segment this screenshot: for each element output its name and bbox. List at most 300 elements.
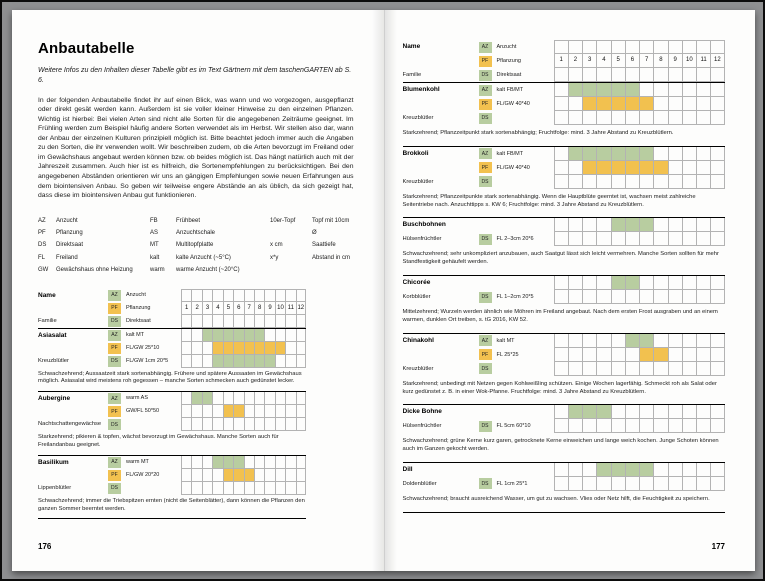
table-row bbox=[403, 405, 725, 419]
month-cell bbox=[275, 315, 285, 328]
crop-note: Schwachzehrend; Aussaatzeit stark sortenabhängig. Frühere und spätere Aussaaten im Gewächshaus möglich. Asiasalat wird meistens roh gegessen – manche Sorten schmecken auch gedünstet lecker. bbox=[38, 368, 306, 393]
legend-label: Anzuchtschale bbox=[176, 229, 216, 236]
table-row bbox=[403, 334, 725, 348]
month-grid bbox=[554, 40, 725, 54]
month-cell bbox=[611, 232, 625, 246]
month-cell bbox=[254, 418, 264, 431]
month-cell bbox=[181, 482, 191, 495]
month-cell bbox=[682, 147, 696, 161]
month-cell bbox=[710, 161, 724, 175]
month-grid bbox=[181, 315, 306, 328]
month-cell bbox=[254, 405, 264, 418]
legend-row bbox=[150, 215, 270, 227]
tag-pf: PF bbox=[108, 343, 121, 354]
month-cell bbox=[285, 392, 295, 405]
month-cell bbox=[611, 405, 625, 419]
month-cell bbox=[285, 469, 295, 482]
month-cell bbox=[625, 68, 639, 82]
month-cell bbox=[212, 456, 222, 469]
legend-abbr: FB bbox=[150, 217, 158, 224]
tag-cell bbox=[479, 463, 494, 477]
month-cell bbox=[202, 329, 212, 342]
month-cell bbox=[285, 342, 295, 355]
month-cell bbox=[191, 418, 201, 431]
month-cell bbox=[554, 175, 568, 189]
month-cell bbox=[191, 392, 201, 405]
month-cell bbox=[582, 477, 596, 491]
tag-ds: DS bbox=[108, 316, 121, 327]
family-name: Kreuzblütler bbox=[38, 357, 69, 364]
crop-note: Starkzehrend; unbedingt mit Netzen gegen Kohlweißling schützen. Einige Wochen lagerfähig. Schmeckt roh als Salat oder kurz gedünstet z. B. in einer Wok-Pfanne. Fruchtfolge: mind. 3 Jahre Abstand zu Kreuzblütlern. bbox=[403, 376, 725, 406]
month-cell bbox=[285, 482, 295, 495]
crop-note: Starkzehrend; Pflanzzeitpunkte stark sortenabhängig. Wenn die Hauptblüte geerntet ist, wachsen meist zahlreiche Seitentriebe nach. Anzuchttipps s. KW 6; Fruchtfolge: mind. 3 Jahre Abstand zu Kreuzblütlern. bbox=[403, 189, 725, 219]
family-name: Kreuzblütler bbox=[402, 178, 434, 185]
month-cell bbox=[668, 463, 682, 477]
month-cell bbox=[244, 392, 254, 405]
page-right bbox=[384, 10, 756, 571]
tag-az: AZ bbox=[479, 335, 492, 346]
table-row bbox=[403, 232, 725, 246]
month-cell bbox=[639, 405, 653, 419]
month-cell bbox=[296, 469, 306, 482]
month-cell bbox=[202, 405, 212, 418]
month-cell bbox=[639, 218, 653, 232]
month-grid bbox=[554, 161, 725, 175]
month-cell bbox=[568, 83, 582, 97]
month-cell bbox=[696, 40, 710, 54]
month-cell bbox=[264, 342, 274, 355]
month-cell bbox=[582, 40, 596, 54]
month-cell bbox=[582, 175, 596, 189]
month-cell bbox=[682, 218, 696, 232]
month-cell bbox=[181, 329, 191, 342]
tag-ds: DS bbox=[108, 419, 121, 430]
table-row bbox=[403, 68, 725, 82]
month-grid bbox=[181, 289, 306, 302]
month-cell bbox=[568, 97, 582, 111]
culture-spec: FL/GW 40*40 bbox=[496, 101, 530, 107]
month-cell bbox=[682, 175, 696, 189]
month-cell bbox=[275, 392, 285, 405]
month-cell bbox=[639, 348, 653, 362]
month-cell bbox=[710, 334, 724, 348]
culture-spec: FL/GW 25*10 bbox=[126, 344, 160, 351]
month-cell bbox=[191, 342, 201, 355]
month-cell bbox=[582, 419, 596, 433]
month-cell bbox=[582, 348, 596, 362]
header-family-label: Familie bbox=[402, 72, 422, 78]
month-cell bbox=[296, 392, 306, 405]
month-cell bbox=[682, 276, 696, 290]
month-grid bbox=[181, 469, 306, 482]
month-cell bbox=[223, 289, 233, 302]
month-cell bbox=[554, 83, 568, 97]
month-cell bbox=[625, 477, 639, 491]
month-cell bbox=[682, 405, 696, 419]
month-cell bbox=[625, 419, 639, 433]
culture-spec: Direktsaat bbox=[496, 72, 522, 78]
month-cell bbox=[554, 232, 568, 246]
month-grid bbox=[554, 83, 725, 97]
legend-abbr: MT bbox=[150, 242, 159, 249]
month-cell bbox=[244, 456, 254, 469]
month-cell bbox=[233, 469, 243, 482]
month-cell bbox=[554, 40, 568, 54]
right-page-content bbox=[385, 10, 756, 513]
month-cell bbox=[264, 418, 274, 431]
month-cell bbox=[625, 147, 639, 161]
month-cell bbox=[233, 456, 243, 469]
month-cell bbox=[668, 111, 682, 125]
tag-cell bbox=[108, 302, 123, 315]
culture-spec: kalt MT bbox=[496, 337, 515, 344]
legend-label: Freiland bbox=[56, 254, 78, 261]
month-cell bbox=[233, 342, 243, 355]
legend-abbr: 10er-Topf bbox=[270, 217, 296, 224]
month-grid bbox=[181, 355, 306, 368]
crop-name: Asiasalat bbox=[38, 331, 67, 339]
month-cell bbox=[639, 83, 653, 97]
month-cell bbox=[202, 456, 212, 469]
table-row bbox=[38, 302, 306, 315]
month-cell bbox=[264, 355, 274, 368]
month-cell bbox=[696, 405, 710, 419]
tag-pf: PF bbox=[479, 99, 492, 110]
month-cell bbox=[625, 348, 639, 362]
month-cell bbox=[653, 334, 667, 348]
month-cell bbox=[554, 362, 568, 376]
tag-cell bbox=[108, 392, 123, 405]
month-cell bbox=[202, 392, 212, 405]
month-cell bbox=[212, 405, 222, 418]
tag-cell bbox=[108, 355, 123, 368]
crop-note: Schwachzehrend; immer die Triebspitzen ernten (nicht die Seitenblätter), dann können die Pflanzen den ganzen Sommer beerntet werden. bbox=[38, 495, 306, 520]
month-cell bbox=[639, 232, 653, 246]
month-cell bbox=[212, 418, 222, 431]
month-cell bbox=[181, 315, 191, 328]
month-cell bbox=[233, 418, 243, 431]
month-cell: 3 bbox=[202, 302, 212, 315]
table-row bbox=[403, 290, 725, 304]
month-cell: 11 bbox=[285, 302, 295, 315]
month-cell bbox=[296, 355, 306, 368]
legend-row bbox=[270, 252, 354, 264]
legend-abbr: kalt bbox=[150, 254, 160, 261]
legend-row bbox=[150, 264, 270, 276]
month-cell: 5 bbox=[223, 302, 233, 315]
month-cell bbox=[233, 392, 243, 405]
month-cell bbox=[568, 276, 582, 290]
month-cell bbox=[223, 469, 233, 482]
month-cell bbox=[596, 147, 610, 161]
month-cell bbox=[611, 276, 625, 290]
header-spacer bbox=[38, 302, 108, 315]
month-cell bbox=[285, 289, 295, 302]
legend-label: kalte Anzucht (~5°C) bbox=[176, 254, 231, 261]
tag-cell bbox=[479, 83, 494, 97]
table-row bbox=[38, 405, 306, 418]
left-page-content bbox=[12, 10, 384, 519]
tag-cell bbox=[479, 68, 494, 82]
legend bbox=[38, 215, 354, 277]
month-cell bbox=[710, 175, 724, 189]
month-cell bbox=[653, 175, 667, 189]
month-cell bbox=[568, 68, 582, 82]
month-cell bbox=[625, 334, 639, 348]
culture-spec bbox=[494, 111, 554, 125]
legend-column bbox=[150, 215, 270, 277]
month-grid bbox=[181, 482, 306, 495]
month-grid bbox=[554, 348, 725, 362]
month-cell bbox=[668, 348, 682, 362]
family-name: Kreuzblütler bbox=[402, 365, 434, 372]
month-cell bbox=[264, 456, 274, 469]
culture-spec bbox=[123, 482, 181, 495]
tag-ds: DS bbox=[108, 356, 121, 367]
month-cell bbox=[653, 405, 667, 419]
tag-cell bbox=[479, 175, 494, 189]
month-cell bbox=[254, 482, 264, 495]
month-cell bbox=[682, 83, 696, 97]
table-row bbox=[38, 482, 306, 495]
row-spacer bbox=[403, 348, 479, 362]
tag-cell bbox=[108, 482, 123, 495]
month-cell bbox=[212, 482, 222, 495]
page-number-left: 176 bbox=[38, 542, 52, 551]
legend-row bbox=[150, 239, 270, 251]
month-cell bbox=[653, 362, 667, 376]
month-cell bbox=[596, 40, 610, 54]
crop-table-right bbox=[403, 40, 725, 513]
month-cell bbox=[611, 334, 625, 348]
month-cell bbox=[682, 68, 696, 82]
legend-row bbox=[38, 227, 150, 239]
month-cell bbox=[254, 315, 264, 328]
month-cell: 12 bbox=[710, 54, 724, 68]
month-cell bbox=[568, 232, 582, 246]
month-cell bbox=[191, 469, 201, 482]
tag-ds: DS bbox=[479, 113, 492, 124]
month-cell bbox=[625, 362, 639, 376]
month-cell bbox=[568, 463, 582, 477]
month-cell bbox=[682, 290, 696, 304]
month-cell bbox=[568, 477, 582, 491]
tag-ds: DS bbox=[479, 478, 492, 489]
header-spacer bbox=[403, 54, 479, 68]
culture-spec bbox=[494, 463, 554, 477]
month-cell bbox=[668, 147, 682, 161]
month-cell bbox=[611, 97, 625, 111]
tag-az: AZ bbox=[108, 330, 121, 341]
tag-az: AZ bbox=[108, 393, 121, 404]
month-cell bbox=[668, 232, 682, 246]
month-cell bbox=[223, 482, 233, 495]
month-cell bbox=[582, 147, 596, 161]
month-cell bbox=[682, 362, 696, 376]
month-cell bbox=[696, 334, 710, 348]
month-cell bbox=[710, 218, 724, 232]
month-cell bbox=[710, 405, 724, 419]
month-cell bbox=[554, 147, 568, 161]
culture-spec bbox=[494, 218, 554, 232]
month-cell: 2 bbox=[568, 54, 582, 68]
month-cell bbox=[264, 405, 274, 418]
crop-table-left bbox=[38, 289, 306, 520]
month-cell bbox=[596, 334, 610, 348]
legend-row bbox=[150, 227, 270, 239]
month-cell bbox=[582, 161, 596, 175]
month-cell bbox=[710, 276, 724, 290]
month-cell bbox=[653, 147, 667, 161]
month-cell bbox=[233, 289, 243, 302]
tag-cell bbox=[479, 405, 494, 419]
month-cell bbox=[611, 348, 625, 362]
culture-spec: FL 2–3cm 20*6 bbox=[496, 236, 534, 243]
month-cell: 8 bbox=[254, 302, 264, 315]
month-cell bbox=[625, 463, 639, 477]
page-left bbox=[12, 10, 384, 571]
month-cell bbox=[596, 218, 610, 232]
tag-az: AZ bbox=[108, 290, 121, 301]
month-cell bbox=[254, 392, 264, 405]
month-grid bbox=[181, 342, 306, 355]
month-cell bbox=[285, 315, 295, 328]
month-cell bbox=[223, 355, 233, 368]
culture-spec: GW/FL 50*50 bbox=[126, 408, 160, 415]
month-cell bbox=[181, 392, 191, 405]
month-cell bbox=[554, 290, 568, 304]
month-cell bbox=[611, 161, 625, 175]
month-cell bbox=[202, 355, 212, 368]
table-row bbox=[403, 83, 725, 97]
month-cell bbox=[611, 111, 625, 125]
month-cell bbox=[254, 469, 264, 482]
month-cell bbox=[696, 419, 710, 433]
month-cell bbox=[264, 392, 274, 405]
culture-spec: FL 1–2cm 20*5 bbox=[496, 294, 534, 301]
month-cell bbox=[244, 418, 254, 431]
month-cell bbox=[244, 482, 254, 495]
month-cell bbox=[682, 111, 696, 125]
page-number-right: 177 bbox=[711, 542, 725, 551]
month-cell bbox=[696, 362, 710, 376]
tag-pf: PF bbox=[108, 303, 121, 314]
month-cell bbox=[668, 276, 682, 290]
month-cell bbox=[568, 111, 582, 125]
legend-abbr: x cm bbox=[270, 242, 283, 249]
month-cell bbox=[582, 405, 596, 419]
month-grid bbox=[554, 276, 725, 290]
month-cell bbox=[191, 355, 201, 368]
month-cell bbox=[653, 40, 667, 54]
month-grid bbox=[554, 463, 725, 477]
month-cell bbox=[639, 334, 653, 348]
month-cell bbox=[568, 405, 582, 419]
row-spacer bbox=[38, 469, 108, 482]
legend-abbr: FL bbox=[38, 254, 46, 261]
family-name: Doldenblütler bbox=[402, 480, 437, 487]
month-cell bbox=[223, 329, 233, 342]
month-cell bbox=[191, 405, 201, 418]
month-cell bbox=[625, 111, 639, 125]
month-cell bbox=[582, 463, 596, 477]
month-grid bbox=[554, 477, 725, 491]
family-name: Kreuzblütler bbox=[402, 115, 434, 121]
month-cell bbox=[191, 329, 201, 342]
month-cell bbox=[653, 419, 667, 433]
month-cell bbox=[710, 68, 724, 82]
culture-spec: FL 1cm 25*1 bbox=[496, 480, 528, 487]
table-row bbox=[38, 355, 306, 368]
month-cell bbox=[191, 289, 201, 302]
table-row bbox=[38, 289, 306, 302]
table-row bbox=[38, 456, 306, 469]
month-cell bbox=[596, 83, 610, 97]
month-cell bbox=[625, 218, 639, 232]
month-cell: 7 bbox=[639, 54, 653, 68]
month-cell bbox=[212, 469, 222, 482]
table-row bbox=[403, 463, 725, 477]
month-cell bbox=[264, 315, 274, 328]
month-cell bbox=[682, 463, 696, 477]
month-cell bbox=[181, 418, 191, 431]
month-cell bbox=[285, 405, 295, 418]
month-cell bbox=[639, 161, 653, 175]
tag-cell bbox=[108, 315, 123, 328]
month-grid bbox=[181, 392, 306, 405]
legend-label: Frühbeet bbox=[176, 217, 201, 224]
month-cell bbox=[696, 97, 710, 111]
month-cell bbox=[639, 290, 653, 304]
month-cell bbox=[668, 419, 682, 433]
legend-row bbox=[38, 215, 150, 227]
month-cell bbox=[596, 348, 610, 362]
crop-name: Brokkoli bbox=[402, 149, 429, 157]
month-cell: 1 bbox=[181, 302, 191, 315]
month-cell bbox=[639, 276, 653, 290]
tag-cell bbox=[108, 456, 123, 469]
month-cell bbox=[639, 175, 653, 189]
tag-ds: DS bbox=[479, 292, 492, 303]
month-cell bbox=[582, 232, 596, 246]
legend-label: Direktsaat bbox=[56, 242, 84, 249]
table-row bbox=[403, 175, 725, 189]
month-cell bbox=[212, 355, 222, 368]
month-cell bbox=[275, 469, 285, 482]
month-cell bbox=[554, 161, 568, 175]
month-cell bbox=[582, 68, 596, 82]
legend-label: Saattiefe bbox=[312, 242, 336, 249]
month-cell bbox=[296, 405, 306, 418]
tag-cell bbox=[479, 40, 494, 54]
family-name: Hülsenfrüchtler bbox=[402, 236, 442, 243]
month-cell bbox=[596, 97, 610, 111]
month-cell bbox=[710, 232, 724, 246]
month-cell: 12 bbox=[296, 302, 306, 315]
table-row bbox=[403, 218, 725, 232]
month-cell bbox=[653, 290, 667, 304]
month-cell bbox=[254, 329, 264, 342]
legend-abbr: DS bbox=[38, 242, 47, 249]
month-cell bbox=[668, 290, 682, 304]
crop-name: Basilikum bbox=[38, 458, 69, 466]
month-cell bbox=[710, 40, 724, 54]
month-cell bbox=[554, 111, 568, 125]
month-grid bbox=[554, 362, 725, 376]
legend-abbr: x*y bbox=[270, 254, 279, 261]
culture-spec bbox=[494, 362, 554, 376]
month-cell bbox=[202, 469, 212, 482]
